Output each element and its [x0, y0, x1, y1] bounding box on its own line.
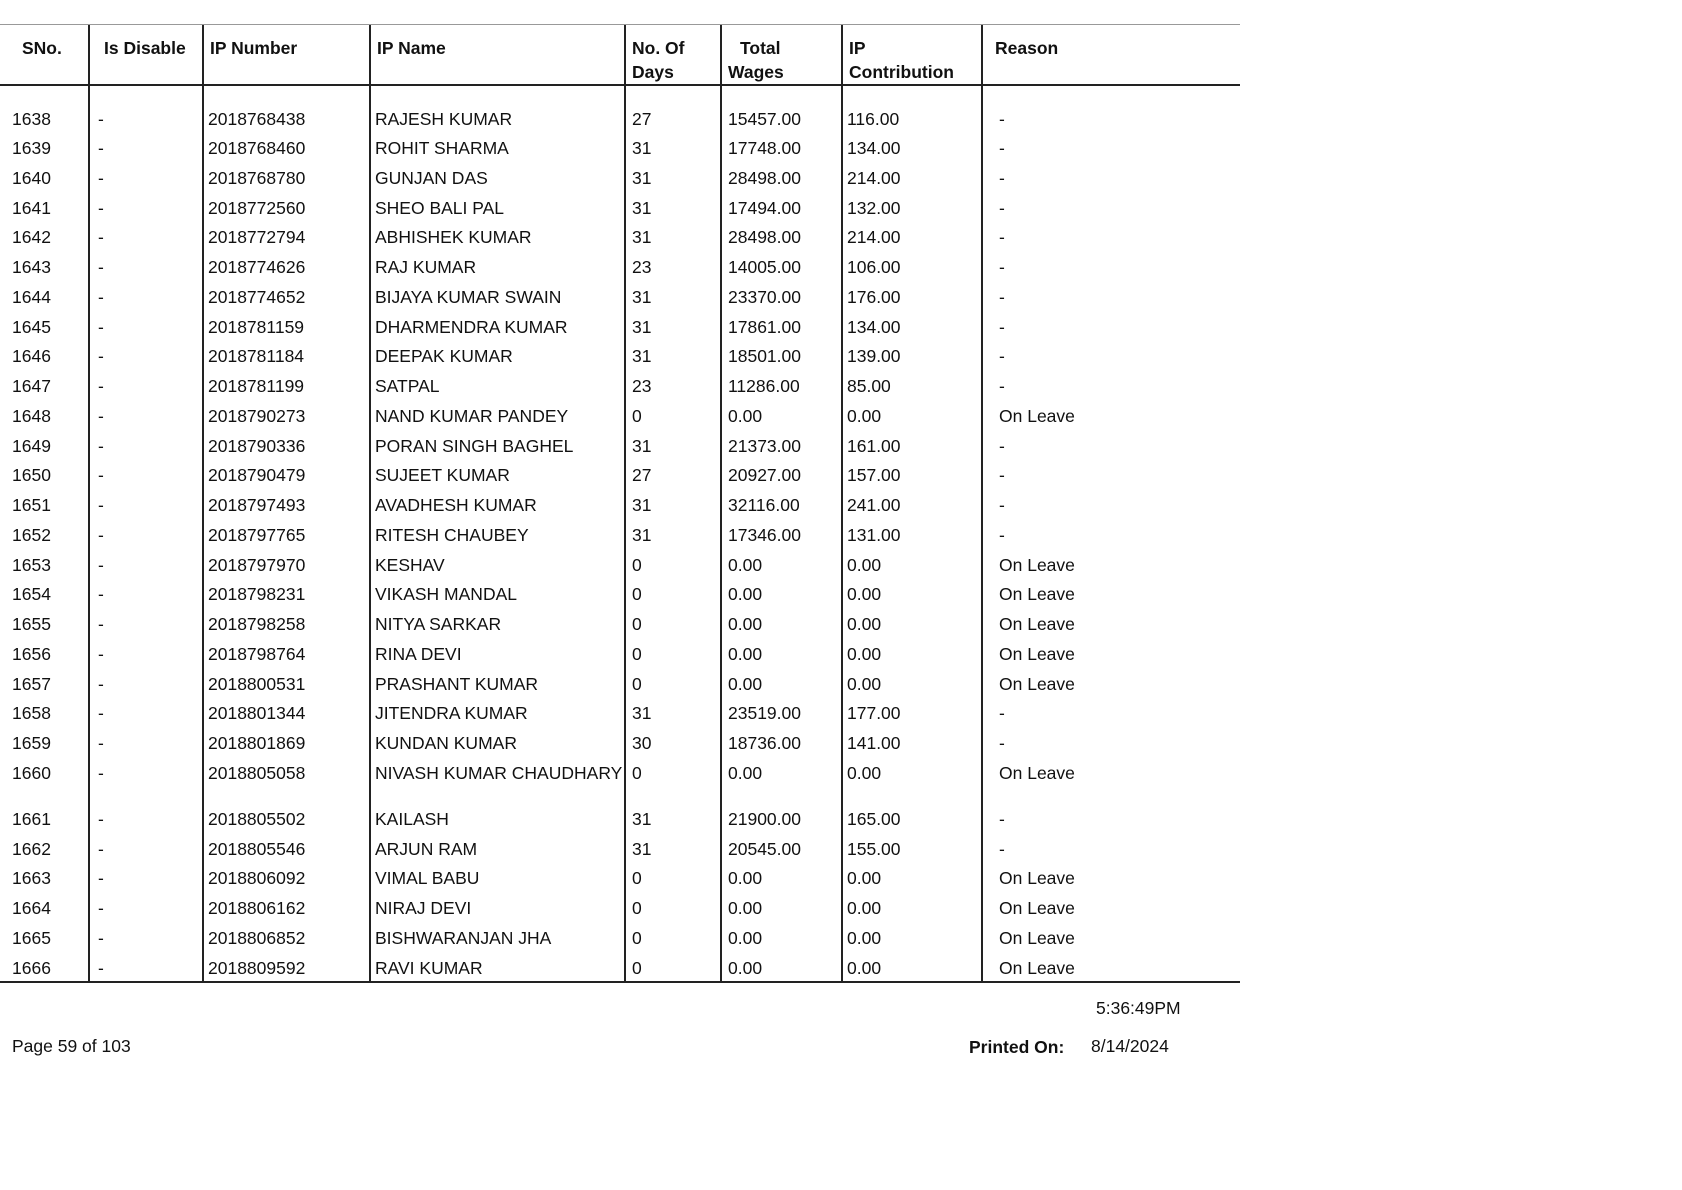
cell-total-wages: 20545.00 — [721, 834, 842, 864]
table-row — [0, 923, 1240, 953]
table-row — [0, 550, 1240, 580]
cell-is-disable: - — [89, 728, 203, 758]
cell-ip-name: DHARMENDRA KUMAR — [370, 312, 625, 342]
cell-ip-number: 2018774626 — [203, 252, 370, 282]
cell-sno: 1650 — [0, 460, 89, 490]
cell-no-of-days: 31 — [625, 312, 721, 342]
cell-ip-contribution: 0.00 — [842, 609, 982, 639]
cell-sno: 1661 — [0, 804, 89, 834]
cell-ip-name: KESHAV — [370, 550, 625, 580]
cell-no-of-days: 31 — [625, 341, 721, 371]
cell-ip-name: SATPAL — [370, 371, 625, 401]
table-row — [0, 834, 1240, 864]
cell-no-of-days: 31 — [625, 282, 721, 312]
cell-no-of-days: 23 — [625, 252, 721, 282]
cell-ip-contribution: 106.00 — [842, 252, 982, 282]
table-row — [0, 341, 1240, 371]
cell-reason: - — [999, 495, 1005, 515]
cell-no-of-days: 0 — [625, 579, 721, 609]
cell-ip-contribution: 214.00 — [842, 222, 982, 252]
header-ip-contribution — [842, 24, 982, 85]
table-row — [0, 863, 1240, 893]
cell-sno: 1639 — [0, 133, 89, 163]
cell-ip-name: RAVI KUMAR — [370, 953, 625, 983]
cell-total-wages: 11286.00 — [721, 371, 842, 401]
table-row — [0, 728, 1240, 758]
cell-ip-name: JITENDRA KUMAR — [370, 698, 625, 728]
cell-is-disable: - — [89, 341, 203, 371]
cell-ip-contribution: 85.00 — [842, 371, 982, 401]
cell-is-disable: - — [89, 133, 203, 163]
cell-reason: - — [999, 316, 1005, 337]
table-row — [0, 579, 1240, 609]
cell-reason: - — [999, 138, 1005, 158]
cell-ip-number: 2018781199 — [203, 371, 370, 401]
cell-ip-name: ABHISHEK KUMAR — [370, 222, 625, 252]
cell-is-disable: - — [89, 85, 203, 133]
cell-no-of-days: 31 — [625, 490, 721, 520]
cell-reason: On Leave — [999, 868, 1075, 889]
cell-ip-name: VIKASH MANDAL — [370, 579, 625, 609]
header-contrib-line1: IP — [849, 38, 866, 58]
cell-no-of-days: 30 — [625, 728, 721, 758]
cell-sno: 1662 — [0, 834, 89, 864]
cell-is-disable: - — [89, 252, 203, 282]
cell-ip-contribution: 139.00 — [842, 341, 982, 371]
table-row — [0, 282, 1240, 312]
cell-total-wages: 14005.00 — [721, 252, 842, 282]
cell-ip-contribution: 157.00 — [842, 460, 982, 490]
cell-ip-contribution: 0.00 — [842, 953, 982, 983]
cell-ip-number: 2018800531 — [203, 669, 370, 699]
cell-reason: On Leave — [999, 643, 1075, 664]
cell-total-wages: 23370.00 — [721, 282, 842, 312]
cell-ip-name: NITYA SARKAR — [370, 609, 625, 639]
cell-ip-contribution: 134.00 — [842, 133, 982, 163]
cell-sno: 1654 — [0, 579, 89, 609]
header-total-wages — [721, 24, 842, 85]
cell-ip-name: RAJ KUMAR — [370, 252, 625, 282]
table-row — [0, 953, 1240, 983]
cell-sno: 1643 — [0, 252, 89, 282]
cell-no-of-days: 31 — [625, 193, 721, 223]
cell-is-disable: - — [89, 163, 203, 193]
cell-reason: On Leave — [982, 953, 1240, 983]
cell-is-disable: - — [89, 639, 203, 669]
cell-reason: - — [999, 703, 1005, 724]
cell-is-disable: - — [89, 893, 203, 923]
cell-is-disable: - — [89, 804, 203, 834]
table-row — [0, 85, 1240, 133]
cell-total-wages: 17494.00 — [721, 193, 842, 223]
header-days-line2: Days — [632, 62, 674, 82]
table-row — [0, 490, 1240, 520]
cell-ip-contribution: 177.00 — [842, 698, 982, 728]
cell-ip-number: 2018790336 — [203, 431, 370, 461]
header-days-line1: No. Of — [632, 38, 685, 58]
cell-is-disable: - — [89, 520, 203, 550]
header-no-of-days — [625, 24, 721, 85]
cell-ip-number: 2018790273 — [203, 401, 370, 431]
cell-sno: 1651 — [0, 490, 89, 520]
cell-is-disable: - — [89, 579, 203, 609]
cell-no-of-days: 31 — [625, 698, 721, 728]
cell-reason: - — [999, 197, 1005, 218]
cell-reason: - — [999, 109, 1005, 129]
cell-total-wages: 0.00 — [721, 550, 842, 580]
cell-ip-contribution: 0.00 — [842, 639, 982, 669]
header-wages-line1: Total — [740, 38, 781, 58]
cell-is-disable: - — [89, 282, 203, 312]
print-time: 5:36:49PM — [1096, 998, 1181, 1018]
table-row — [0, 222, 1240, 252]
table-row — [0, 133, 1240, 163]
cell-ip-name: ARJUN RAM — [370, 834, 625, 864]
cell-reason: - — [999, 524, 1005, 545]
table-body — [0, 85, 1240, 982]
cell-is-disable: - — [89, 460, 203, 490]
cell-ip-contribution: 155.00 — [842, 834, 982, 864]
cell-reason: - — [999, 286, 1005, 307]
cell-no-of-days: 0 — [625, 893, 721, 923]
table-row — [0, 669, 1240, 699]
cell-ip-contribution: 0.00 — [842, 579, 982, 609]
cell-ip-contribution: 0.00 — [842, 401, 982, 431]
cell-sno: 1648 — [0, 401, 89, 431]
cell-no-of-days: 27 — [625, 85, 721, 133]
cell-total-wages: 0.00 — [721, 953, 842, 983]
cell-ip-contribution: 132.00 — [842, 193, 982, 223]
cell-total-wages: 21900.00 — [721, 804, 842, 834]
cell-is-disable: - — [89, 953, 203, 983]
header-reason: Reason — [982, 24, 1240, 85]
cell-ip-name: KAILASH — [370, 804, 625, 834]
cell-ip-contribution: 241.00 — [842, 490, 982, 520]
cell-sno: 1644 — [0, 282, 89, 312]
cell-reason: - — [999, 257, 1005, 277]
cell-reason: - — [999, 167, 1005, 188]
cell-ip-name: NAND KUMAR PANDEY — [370, 401, 625, 431]
table-row — [0, 804, 1240, 834]
cell-ip-number: 2018806092 — [203, 863, 370, 893]
cell-sno: 1655 — [0, 609, 89, 639]
cell-total-wages: 0.00 — [721, 893, 842, 923]
cell-sno: 1646 — [0, 341, 89, 371]
cell-total-wages: 28498.00 — [721, 222, 842, 252]
cell-sno: 1666 — [0, 953, 89, 983]
table-row — [0, 252, 1240, 282]
table-row — [0, 698, 1240, 728]
cell-ip-contribution: 0.00 — [842, 893, 982, 923]
table-row — [0, 609, 1240, 639]
cell-ip-contribution: 214.00 — [842, 163, 982, 193]
cell-total-wages: 17748.00 — [721, 133, 842, 163]
cell-ip-name: RAJESH KUMAR — [370, 85, 625, 133]
table-row — [0, 639, 1240, 669]
header-is-disable: Is Disable — [89, 24, 203, 85]
cell-ip-number: 2018781159 — [203, 312, 370, 342]
table-row — [0, 431, 1240, 461]
cell-reason: On Leave — [999, 762, 1075, 783]
cell-no-of-days: 31 — [625, 804, 721, 834]
cell-reason: On Leave — [999, 673, 1075, 694]
cell-ip-contribution: 134.00 — [842, 312, 982, 342]
cell-sno: 1647 — [0, 371, 89, 401]
cell-total-wages: 0.00 — [721, 923, 842, 953]
header-ip-number: IP Number — [203, 24, 370, 85]
cell-sno: 1645 — [0, 312, 89, 342]
cell-ip-contribution: 131.00 — [842, 520, 982, 550]
cell-sno: 1664 — [0, 893, 89, 923]
cell-no-of-days: 31 — [625, 520, 721, 550]
cell-sno: 1652 — [0, 520, 89, 550]
cell-is-disable: - — [89, 758, 203, 804]
cell-is-disable: - — [89, 312, 203, 342]
cell-no-of-days: 0 — [625, 758, 721, 804]
cell-ip-name: RITESH CHAUBEY — [370, 520, 625, 550]
cell-sno: 1640 — [0, 163, 89, 193]
table-row — [0, 312, 1240, 342]
cell-no-of-days: 0 — [625, 863, 721, 893]
cell-reason: - — [999, 808, 1005, 829]
cell-no-of-days: 0 — [625, 401, 721, 431]
cell-sno: 1663 — [0, 863, 89, 893]
table-row — [0, 193, 1240, 223]
cell-ip-name: BIJAYA KUMAR SWAIN — [370, 282, 625, 312]
header-contrib-line2: Contribution — [849, 62, 954, 82]
cell-sno: 1649 — [0, 431, 89, 461]
cell-reason: On Leave — [999, 584, 1075, 605]
cell-ip-name: VIMAL BABU — [370, 863, 625, 893]
cell-is-disable: - — [89, 401, 203, 431]
cell-ip-number: 2018797970 — [203, 550, 370, 580]
cell-ip-name: GUNJAN DAS — [370, 163, 625, 193]
cell-is-disable: - — [89, 193, 203, 223]
cell-no-of-days: 0 — [625, 609, 721, 639]
cell-ip-contribution: 141.00 — [842, 728, 982, 758]
cell-total-wages: 18736.00 — [721, 728, 842, 758]
cell-total-wages: 15457.00 — [721, 85, 842, 133]
cell-no-of-days: 31 — [625, 163, 721, 193]
table-row — [0, 460, 1240, 490]
cell-ip-name: PRASHANT KUMAR — [370, 669, 625, 699]
cell-no-of-days: 31 — [625, 834, 721, 864]
cell-ip-number: 2018805546 — [203, 834, 370, 864]
cell-ip-contribution: 0.00 — [842, 758, 982, 804]
cell-ip-name: AVADHESH KUMAR — [370, 490, 625, 520]
cell-total-wages: 0.00 — [721, 609, 842, 639]
cell-ip-name: DEEPAK KUMAR — [370, 341, 625, 371]
cell-sno: 1642 — [0, 222, 89, 252]
cell-ip-number: 2018797493 — [203, 490, 370, 520]
cell-is-disable: - — [89, 371, 203, 401]
cell-no-of-days: 0 — [625, 639, 721, 669]
cell-total-wages: 20927.00 — [721, 460, 842, 490]
cell-total-wages: 32116.00 — [721, 490, 842, 520]
table-row — [0, 520, 1240, 550]
cell-ip-name: RINA DEVI — [370, 639, 625, 669]
cell-ip-contribution: 165.00 — [842, 804, 982, 834]
cell-total-wages: 18501.00 — [721, 341, 842, 371]
cell-reason: - — [999, 838, 1005, 859]
cell-ip-number: 2018790479 — [203, 460, 370, 490]
cell-ip-number: 2018801344 — [203, 698, 370, 728]
contribution-table — [0, 24, 1240, 983]
cell-reason: - — [999, 465, 1005, 486]
cell-ip-number: 2018768460 — [203, 133, 370, 163]
cell-ip-name: NIVASH KUMAR CHAUDHARY — [370, 758, 625, 804]
cell-ip-number: 2018772794 — [203, 222, 370, 252]
page-indicator: Page 59 of 103 — [12, 1036, 131, 1056]
cell-ip-number: 2018806852 — [203, 923, 370, 953]
cell-ip-number: 2018781184 — [203, 341, 370, 371]
cell-total-wages: 0.00 — [721, 639, 842, 669]
cell-no-of-days: 31 — [625, 133, 721, 163]
cell-reason: On Leave — [999, 614, 1075, 634]
cell-no-of-days: 0 — [625, 923, 721, 953]
table-row — [0, 401, 1240, 431]
header-wages-line2: Wages — [728, 62, 784, 82]
table-row — [0, 893, 1240, 923]
cell-ip-number: 2018772560 — [203, 193, 370, 223]
cell-ip-number: 2018774652 — [203, 282, 370, 312]
cell-reason: - — [999, 435, 1005, 456]
cell-sno: 1641 — [0, 193, 89, 223]
cell-is-disable: - — [89, 222, 203, 252]
cell-no-of-days: 27 — [625, 460, 721, 490]
cell-ip-contribution: 0.00 — [842, 669, 982, 699]
cell-is-disable: - — [89, 863, 203, 893]
cell-is-disable: - — [89, 609, 203, 639]
cell-reason: - — [999, 346, 1005, 367]
cell-ip-number: 2018768438 — [203, 85, 370, 133]
cell-total-wages: 23519.00 — [721, 698, 842, 728]
cell-ip-number: 2018805502 — [203, 804, 370, 834]
cell-sno: 1656 — [0, 639, 89, 669]
report-table-wrapper — [0, 24, 1240, 983]
cell-ip-name: KUNDAN KUMAR — [370, 728, 625, 758]
cell-no-of-days: 0 — [625, 669, 721, 699]
cell-no-of-days: 31 — [625, 222, 721, 252]
cell-ip-name: SUJEET KUMAR — [370, 460, 625, 490]
cell-total-wages: 0.00 — [721, 401, 842, 431]
cell-is-disable: - — [89, 669, 203, 699]
cell-ip-number: 2018806162 — [203, 893, 370, 923]
cell-reason: On Leave — [999, 927, 1075, 948]
cell-ip-contribution: 0.00 — [842, 923, 982, 953]
cell-sno: 1638 — [0, 85, 89, 133]
cell-is-disable: - — [89, 550, 203, 580]
cell-sno: 1657 — [0, 669, 89, 699]
cell-ip-name: SHEO BALI PAL — [370, 193, 625, 223]
cell-reason: - — [999, 227, 1005, 248]
cell-ip-name: BISHWARANJAN JHA — [370, 923, 625, 953]
cell-reason: - — [999, 376, 1005, 396]
cell-no-of-days: 23 — [625, 371, 721, 401]
cell-total-wages: 0.00 — [721, 758, 842, 804]
table-row — [0, 163, 1240, 193]
cell-ip-number: 2018797765 — [203, 520, 370, 550]
cell-ip-number: 2018798764 — [203, 639, 370, 669]
cell-reason: On Leave — [999, 405, 1075, 426]
cell-ip-name: ROHIT SHARMA — [370, 133, 625, 163]
cell-ip-contribution: 0.00 — [842, 863, 982, 893]
cell-no-of-days: 31 — [625, 431, 721, 461]
cell-sno: 1658 — [0, 698, 89, 728]
printed-on-label: Printed On: — [969, 1037, 1065, 1057]
cell-ip-contribution: 176.00 — [842, 282, 982, 312]
table-header — [0, 24, 1240, 85]
cell-is-disable: - — [89, 431, 203, 461]
cell-total-wages: 28498.00 — [721, 163, 842, 193]
header-sno: SNo. — [0, 24, 89, 85]
cell-ip-number: 2018768780 — [203, 163, 370, 193]
cell-ip-number: 2018805058 — [203, 758, 370, 804]
cell-ip-contribution: 0.00 — [842, 550, 982, 580]
cell-is-disable: - — [89, 490, 203, 520]
cell-is-disable: - — [89, 698, 203, 728]
cell-ip-number: 2018809592 — [203, 953, 370, 983]
cell-is-disable: - — [89, 834, 203, 864]
cell-total-wages: 21373.00 — [721, 431, 842, 461]
cell-total-wages: 0.00 — [721, 669, 842, 699]
printed-date: 8/14/2024 — [1091, 1036, 1169, 1056]
cell-sno: 1665 — [0, 923, 89, 953]
cell-sno: 1659 — [0, 728, 89, 758]
cell-sno: 1660 — [0, 758, 89, 804]
cell-no-of-days: 0 — [625, 953, 721, 983]
cell-is-disable: - — [89, 923, 203, 953]
cell-ip-contribution: 116.00 — [842, 85, 982, 133]
cell-ip-name: NIRAJ DEVI — [370, 893, 625, 923]
top-rule — [0, 24, 1240, 25]
cell-reason: On Leave — [999, 898, 1075, 918]
cell-reason: - — [999, 733, 1005, 753]
cell-reason: On Leave — [999, 554, 1075, 575]
cell-ip-number: 2018798231 — [203, 579, 370, 609]
cell-ip-contribution: 161.00 — [842, 431, 982, 461]
cell-total-wages: 17861.00 — [721, 312, 842, 342]
table-row — [0, 758, 1240, 804]
cell-ip-number: 2018801869 — [203, 728, 370, 758]
cell-ip-number: 2018798258 — [203, 609, 370, 639]
cell-total-wages: 17346.00 — [721, 520, 842, 550]
header-ip-name: IP Name — [370, 24, 625, 85]
cell-ip-name: PORAN SINGH BAGHEL — [370, 431, 625, 461]
table-row — [0, 371, 1240, 401]
cell-sno: 1653 — [0, 550, 89, 580]
cell-no-of-days: 0 — [625, 550, 721, 580]
cell-total-wages: 0.00 — [721, 863, 842, 893]
cell-total-wages: 0.00 — [721, 579, 842, 609]
